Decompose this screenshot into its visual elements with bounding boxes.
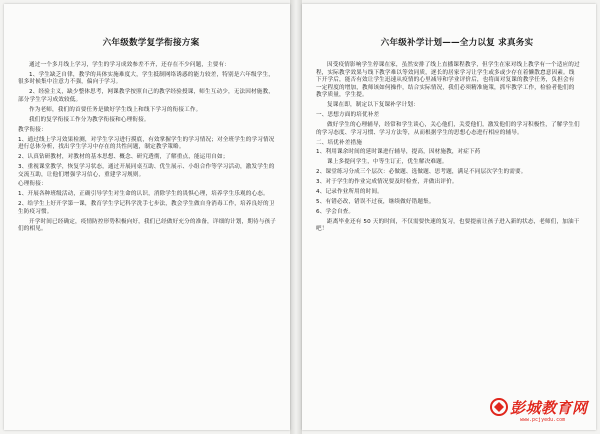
left-paragraph: 我们的复学衔接工作分为教学衔接和心理衔接。 (29, 116, 150, 123)
left-paragraph: 2、经验主义，缺少整体思考，网课教学按照自己的教学经验授课，师生互动少，无法因材施教，部分学生学习成效较低。 (18, 89, 274, 103)
right-paragraph: 2、课堂练习分成三个层次：必做题、选做题、思考题，满足不同层次学生的需要。 (316, 169, 527, 176)
left-page-body (18, 62, 276, 234)
right-paragraph: 4、记录作业所用的时间。 (316, 188, 383, 195)
right-paragraph: 课上多提问学生，中等生订正，优生解决难题。 (327, 159, 448, 166)
page-gutter (290, 0, 302, 434)
left-paragraph: 通过一个多月线上学习，学生的学习成效参差不齐，还存在不少问题，主要有： (29, 62, 231, 68)
left-page (4, 4, 290, 430)
left-paragraph: 作为老师，我们的首要任务是做好学生线上和线下学习的衔接工作。 (29, 106, 202, 113)
right-page-title: 六年级补学计划——全力以复 求真务实 (380, 38, 534, 48)
left-paragraph: 1、学生缺乏自律，教学的具体实施难度大，学生抵制网络诱惑的能力较差，特别是六年级学生，很多时候集中注意力不强，偏向于学习。 (18, 71, 274, 86)
right-paragraph: 复课在即，制定以下复课补学计划： (327, 102, 419, 109)
logo-emblem-icon (490, 398, 508, 416)
left-paragraph: 1、开展各种班级活动，正确引导学生对生命的认识，消除学生的畏惧心理，培养学生乐观的心态。 (18, 191, 269, 198)
right-paragraph: 一、思想方面的培优补差 (316, 112, 380, 119)
left-page-title: 六年级数学复学衔接方案 (102, 38, 200, 48)
right-paragraph: 二、培优补差措施 (316, 139, 362, 146)
site-watermark-logo (490, 397, 594, 427)
right-paragraph: 3、对于学生的作业完成情况要及时检查，并做出评价。 (316, 179, 458, 186)
left-paragraph: 2、给学生上好开学第一课，教育学生学记科学洗手七步法，教会学生做自身消毒工作，培养良好的卫生防疫习惯。 (18, 201, 275, 215)
right-paragraph: 5、有错必改，错误不过夜，继续做好错题集。 (316, 198, 435, 205)
right-paragraph: 6、学会自查。 (316, 208, 355, 215)
left-paragraph: 2、认真钻研教材，对教材的基本思想、概念、研究透彻，了解重点，能运用自如； (18, 154, 229, 161)
right-paragraph: 1、利用课余时间的延时课进行辅导，提高，因材施教，对症下药 (316, 149, 481, 156)
left-paragraph: 3、重视课堂教学，恢复学习状态，通过开展同桌互助、优生展示、小组合作等学习活动，激发学生的交流互助，让他们增强学习信心，重建学习规则。 (18, 163, 275, 178)
right-page-body (316, 62, 580, 234)
left-paragraph: 教学衔接： (18, 126, 47, 133)
left-paragraph: 开学时间已经确定，疫情防控形势积极向好，我们已经做好充分的准备，详细的计划，期待与孩子们的相见。 (18, 218, 276, 233)
right-paragraph: 距离毕业还有 50 天的时间，不仅需要快速的复习，也要提前让孩子进入新的状态，老师们，加油干吧！ (316, 218, 580, 233)
left-paragraph: 1、通过线上学习效果检测，对学生学习进行摸底，有效掌握学生的学习情况；对全班学生的学习情况进行总体分析，找出学生学习中存在的共性问题，制定教学策略。 (18, 136, 275, 151)
right-paragraph: 做好学生的心理辅导，经常和学生谈心，关心他们，关爱他们，激发他们的学习积极性，了解学生们的学习态度、学习习惯、学习方法等，从而根据学生的思想心态进行相应的辅导。 (316, 122, 580, 136)
right-paragraph: 因受疫情影响学生停课在家，虽然安排了线上直播课程教学，但学生在家对线上教学有一个适应的过程，实际教学效果与线下教学难以等效同质，逐长的居家学习让学生或多或少存在着懒散怠意因素。线下开学后，能否有效让学生迅速从疫情的心里减导和学业评价后，也将面对复课的教学任务，负担会有一定程度的增加，教师该如何操作，结合实际情况，我们必须精准施策，抓牢教学工作，检验者他们的教学质量，学生提。 (316, 62, 580, 99)
left-paragraph: 心理衔接： (18, 181, 47, 188)
logo-url-text: www.pcjyedu.com (520, 417, 566, 423)
right-page (302, 4, 596, 430)
logo-brand-text: 彭城教育网 (510, 399, 588, 417)
